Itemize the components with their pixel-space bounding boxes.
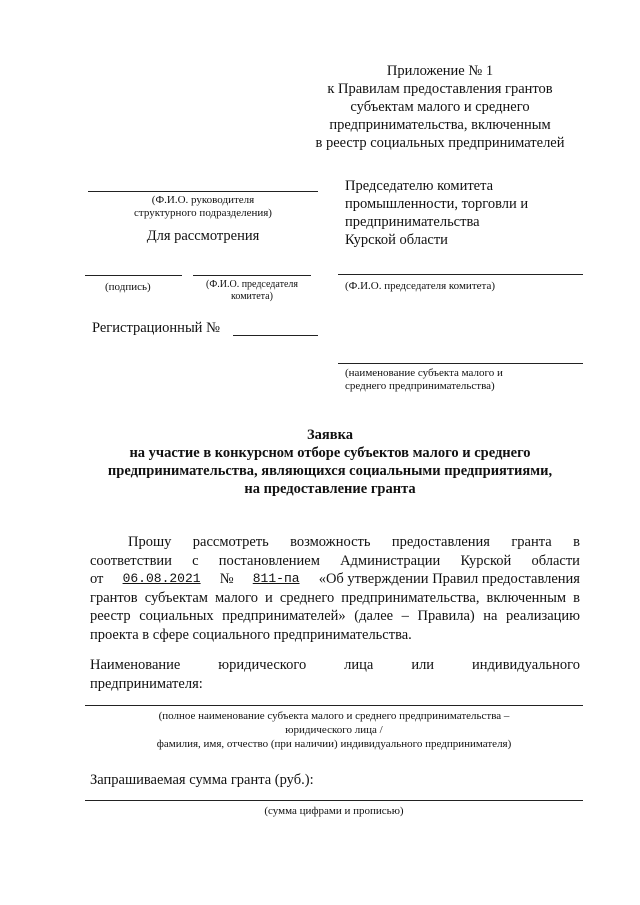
head-caption-line: (Ф.И.О. руководителя [151, 194, 255, 206]
word: Наименование [90, 657, 181, 673]
word: постановлением [218, 552, 320, 569]
chair-caption-line: комитета) [231, 291, 273, 302]
grant-amount-label: Запрашиваемая сумма гранта (руб.): [90, 772, 314, 788]
grant-amount-caption: (сумма цифрами и прописью) [264, 805, 404, 817]
committee-chair-line [338, 274, 583, 275]
registration-number-line [233, 335, 318, 336]
word: предоставления [391, 534, 490, 550]
applicant-label [90, 656, 580, 674]
paragraph-line [90, 552, 580, 571]
paragraph-line: реестр социальных предпринимателей» (далее – Правила) на реализацию [90, 608, 580, 624]
appendix-line: к Правилам предоставления грантов [327, 81, 553, 97]
head-caption-line: структурного подразделения) [134, 207, 272, 219]
grant-amount-line [85, 800, 583, 801]
word: лица [344, 657, 374, 673]
addressee-line: Председателю комитета [345, 178, 494, 194]
word: Курской [460, 552, 512, 569]
applicant-caption-line: фамилия, имя, отчество (при наличии) индивидуального предпринимателя) [156, 738, 512, 750]
applicant-caption-line: (полное наименование субъекта малого и среднего предпринимательства – [158, 710, 510, 722]
applicant-caption [85, 709, 583, 751]
word: области [531, 552, 580, 569]
word: «Об утверждении Правил предоставления [318, 571, 580, 587]
title-line: на предоставление гранта [244, 481, 416, 497]
word: в [573, 534, 580, 550]
title-line: Заявка [307, 427, 353, 443]
applicant-caption-line: юридического лица / [285, 724, 383, 736]
word: юридического [218, 657, 307, 673]
word: рассмотреть [192, 534, 269, 550]
title-line: предпринимательства, являющихся социальными предприятиями, [107, 463, 553, 479]
applicant-label-line2: предпринимателя: [90, 676, 203, 692]
committee-chair-caption: (Ф.И.О. председателя комитета) [345, 280, 495, 292]
paragraph-line [90, 570, 580, 589]
application-title [80, 426, 580, 498]
word: с [192, 552, 199, 569]
paragraph-line [90, 533, 580, 552]
addressee-line: Курской области [345, 232, 448, 248]
title-line: на участие в конкурсном отборе субъектов малого и среднего [129, 445, 531, 461]
appendix-line: Приложение № 1 [386, 63, 494, 79]
word: соответствии [90, 552, 172, 569]
word: Прошу [128, 534, 172, 550]
entity-caption-line: (наименование субъекта малого и [345, 367, 503, 379]
appendix-line: субъектам малого и среднего [350, 99, 530, 115]
entity-caption-line: среднего предпринимательства) [345, 380, 495, 392]
chair-caption-line: (Ф.И.О. председателя [206, 279, 298, 290]
appendix-line: предпринимательства, включенным [329, 117, 551, 133]
word: индивидуального [472, 657, 580, 673]
word: гранта [511, 534, 552, 550]
chair-name-line [193, 275, 311, 276]
for-review-label: Для рассмотрения [146, 228, 260, 244]
addressee [345, 177, 585, 249]
head-name-line [88, 191, 318, 192]
signature-caption: (подпись) [105, 281, 151, 293]
decree-date: 06.08.2021 [122, 571, 201, 586]
appendix-line: в реестр социальных предпринимателей [315, 135, 565, 151]
applicant-name-line [85, 705, 583, 706]
addressee-line: промышленности, торговли и [345, 196, 529, 212]
registration-label: Регистрационный № [92, 320, 220, 336]
chair-caption [193, 279, 311, 303]
request-paragraph [90, 533, 580, 644]
entity-caption [345, 367, 585, 393]
entity-name-line [338, 363, 583, 364]
signature-line [85, 275, 182, 276]
word: от [90, 571, 104, 587]
paragraph-line: проекта в сфере социального предпринимательства. [90, 626, 412, 643]
decree-number: 811-па [252, 571, 300, 586]
appendix-header [300, 62, 580, 152]
word: Администрации [340, 552, 441, 569]
paragraph-line: грантов субъектам малого и среднего предпринимательства, включенным в [90, 589, 580, 606]
word: возможность [290, 534, 371, 550]
word: № [219, 571, 234, 587]
word: или [411, 657, 435, 673]
addressee-line: предпринимательства [345, 214, 480, 230]
head-caption [88, 194, 318, 220]
